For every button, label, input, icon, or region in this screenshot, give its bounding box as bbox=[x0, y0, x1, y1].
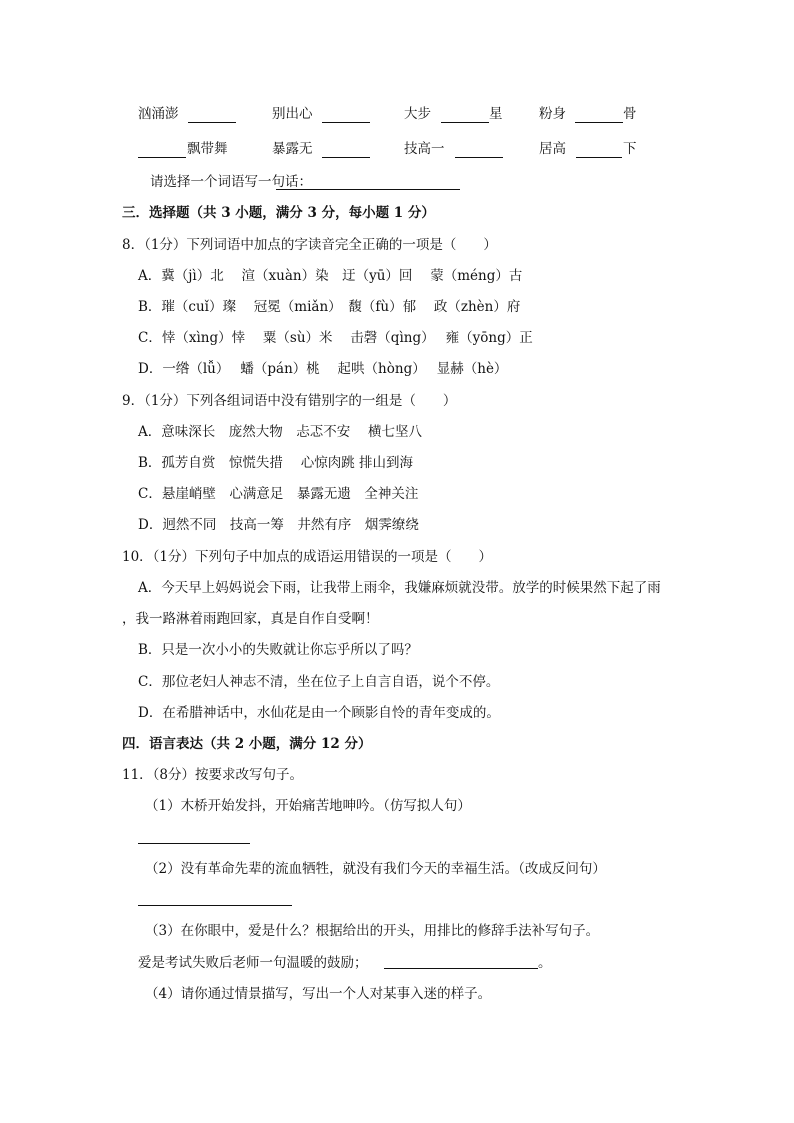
idiom-8-blank[interactable] bbox=[576, 157, 622, 158]
q10-option-b[interactable]: B．只是一次小小的失败就让你忘乎所以了吗？ bbox=[138, 642, 418, 658]
idiom-4-suffix: 骨 bbox=[623, 106, 637, 122]
idiom-2-blank[interactable] bbox=[322, 122, 370, 123]
q11-part-3-period: 。 bbox=[538, 955, 552, 971]
idiom-5-blank[interactable] bbox=[138, 157, 186, 158]
idiom-6: 暴露无 bbox=[272, 141, 313, 157]
idiom-1-blank[interactable] bbox=[188, 122, 236, 123]
q11-part-3-lead: 爱是考试失败后老师一句温暖的鼓励； bbox=[138, 955, 368, 971]
q10-option-a-line1[interactable]: A．今天早上妈妈说会下雨，让我带上雨伞，我嫌麻烦就没带。放学的时候果然下起了雨 bbox=[138, 580, 661, 596]
idiom-4-prefix: 粉身 bbox=[539, 106, 566, 122]
q9-option-a[interactable]: A．意味深长 庞然大物 忐忑不安 横七坚八 bbox=[138, 424, 423, 440]
idiom-1: 汹涌澎 bbox=[138, 106, 179, 122]
q8-option-a[interactable]: A．冀（jì）北 渲（xuàn）染 迂（yū）回 蒙（méng）古 bbox=[138, 268, 523, 284]
q10-option-c[interactable]: C．那位老妇人神志不清，坐在位子上自言自语，说个不停。 bbox=[138, 674, 500, 690]
q11-part-3-answer-line[interactable] bbox=[384, 968, 538, 969]
section-3-title: 三．选择题（共 3 小题，满分 3 分，每小题 1 分） bbox=[122, 205, 435, 221]
section-4-title: 四．语言表达（共 2 小题，满分 12 分） bbox=[122, 736, 372, 752]
q8-option-c[interactable]: C．悻（xìng）悻 粟（sù）米 击磬（qìng） 雍（yōng）正 bbox=[138, 330, 533, 346]
sentence-answer-line[interactable] bbox=[276, 189, 460, 190]
q9-option-d[interactable]: D．迥然不同 技高一筹 井然有序 烟霁缭绕 bbox=[138, 517, 419, 533]
q11-stem: 11．（8分）按要求改写句子。 bbox=[122, 767, 304, 783]
q11-part-3: （3）在你眼中，爱是什么？根据给出的开头，用排比的修辞手法补写句子。 bbox=[145, 923, 600, 939]
idiom-3-prefix: 大步 bbox=[404, 106, 431, 122]
idiom-4-blank[interactable] bbox=[575, 122, 623, 123]
q11-part-2-answer-line[interactable] bbox=[138, 905, 292, 906]
q8-option-d[interactable]: D．一绺（lǚ） 蟠（pán）桃 起哄（hòng） 显赫（hè） bbox=[138, 361, 508, 377]
q11-part-1: （1）木桥开始发抖，开始痛苦地呻吟。（仿写拟人句） bbox=[145, 798, 471, 814]
q11-part-1-answer-line[interactable] bbox=[138, 843, 250, 844]
q8-option-b[interactable]: B．璀（cuǐ）璨 冠冕（miǎn） 馥（fù）郁 政（zhèn）府 bbox=[138, 299, 521, 315]
q8-stem: 8．（1分）下列词语中加点的字读音完全正确的一项是（ ） bbox=[122, 237, 497, 253]
sentence-prompt: 请选择一个词语写一句话： bbox=[150, 174, 312, 190]
idiom-7: 技高一 bbox=[404, 141, 445, 157]
q9-stem: 9．（1分）下列各组词语中没有错别字的一组是（ ） bbox=[122, 393, 457, 409]
q11-part-2: （2）没有革命先辈的流血牺牲，就没有我们今天的幸福生活。（改成反问句） bbox=[145, 861, 606, 877]
idiom-3-blank[interactable] bbox=[441, 122, 489, 123]
idiom-5: 飘带舞 bbox=[187, 141, 228, 157]
idiom-8-prefix: 居高 bbox=[539, 141, 566, 157]
idiom-7-blank[interactable] bbox=[455, 157, 503, 158]
q11-part-4: （4）请你通过情景描写，写出一个人对某事入迷的样子。 bbox=[145, 986, 492, 1002]
idiom-6-blank[interactable] bbox=[322, 157, 370, 158]
idiom-2: 别出心 bbox=[272, 106, 313, 122]
q10-option-d[interactable]: D．在希腊神话中，水仙花是由一个顾影自怜的青年变成的。 bbox=[138, 705, 500, 721]
idiom-3-suffix: 星 bbox=[489, 106, 503, 122]
q9-option-b[interactable]: B．孤芳自赏 惊慌失措 心惊肉跳 排山到海 bbox=[138, 455, 414, 471]
q10-stem: 10．（1分）下列句子中加点的成语运用错误的一项是（ ） bbox=[122, 549, 493, 565]
q10-option-a-line2[interactable]: ，我一路淋着雨跑回家，真是自作自受啊！ bbox=[122, 611, 379, 627]
idiom-8-suffix: 下 bbox=[623, 141, 637, 157]
q9-option-c[interactable]: C．悬崖峭壁 心满意足 暴露无遗 全神关注 bbox=[138, 486, 419, 502]
